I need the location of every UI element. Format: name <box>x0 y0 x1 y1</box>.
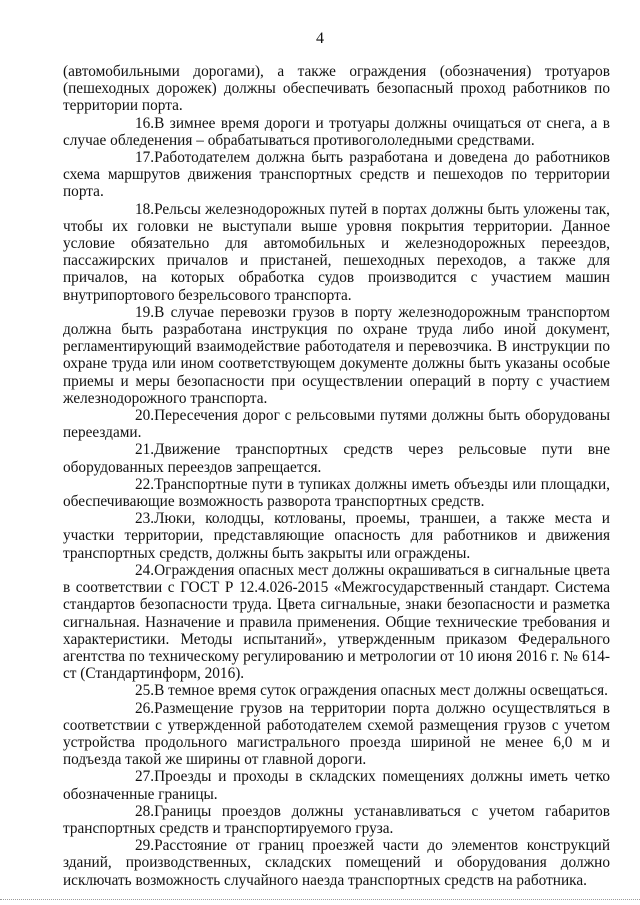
paragraph-number: 20. <box>135 407 155 425</box>
paragraph-28 <box>63 803 610 837</box>
paragraph-number: 16. <box>135 114 155 132</box>
paragraph-text: Движение транспортных средств через рельсовые пути вне оборудованных переездов запрещается. <box>63 441 610 476</box>
paragraph-text: Ограждения опасных мест должны окрашиваться в сигнальные цвета в соответствии с ГОСТ Р 12.4.026-2015 «Межгосударственный стандарт. Система стандартов безопасности труда. Цвета сигнальные, знаки безопасности и разметка сигнальная. Назначение и правила применения. Общие технические требования и характеристики. Методы испытаний», утвержденным приказом Федерального агентства по техническому регулированию и метрологии от 10 июня 2016 г. № 614-ст (Стандартинформ, 2016). <box>63 561 610 683</box>
paragraph-number: 24. <box>135 561 155 579</box>
paragraph-number: 22. <box>135 475 155 493</box>
intro-paragraph: (автомобильными дорогами), а также ограждения (обозначения) тротуаров (пешеходных дорожек) должны обеспечивать безопасный проход работников по территории порта. <box>63 63 610 115</box>
page-number: 4 <box>316 30 324 47</box>
paragraph-16 <box>63 115 610 149</box>
paragraph-number: 17. <box>135 149 155 167</box>
paragraph-text: Проезды и проходы в складских помещениях должны иметь четко обозначенные границы. <box>63 768 610 803</box>
paragraph-number: 26. <box>135 699 155 717</box>
paragraph-21 <box>63 441 610 475</box>
paragraph-number: 28. <box>135 802 155 820</box>
paragraph-text: Расстояние от границ проезжей части до элементов конструкций зданий, производственных, складских помещений и оборудования должно исключать возможность случайного наезда транспортных средств на работника. <box>63 837 610 889</box>
document-body <box>63 63 610 889</box>
paragraph-number: 21. <box>135 441 155 459</box>
paragraph-18 <box>63 201 610 304</box>
paragraph-26 <box>63 700 610 769</box>
paragraph-text: Размещение грузов на территории порта должно осуществляться в соответствии с утвержденной работодателем схемой размещения грузов с учетом устройства продольного магистрального проезда шириной не менее 6,0 м и подъезда такой же ширины от главной дороги. <box>63 699 610 769</box>
paragraph-text: Люки, колодцы, котлованы, проемы, траншеи, а также места и участки территории, представляющие опасность для работников и движения транспортных средств, должны быть закрыты или ограждены. <box>63 510 610 562</box>
paragraph-number: 19. <box>135 303 155 321</box>
paragraph-number: 18. <box>135 200 155 218</box>
paragraph-text: Рельсы железнодорожных путей в портах должны быть уложены так, чтобы их головки не выступали выше уровня покрытия территории. Данное условие обязательно для автомобильных и железнодорожных переездов, пассажирских причалов и пристаней, пешеходных переходов, а также для причалов, на которых обработка судов производится с участием машин внутрипортового безрельсового транспорта. <box>63 200 610 304</box>
paragraph-25 <box>63 682 610 699</box>
paragraph-20 <box>63 407 610 441</box>
paragraph-text: Пересечения дорог с рельсовыми путями должны быть оборудованы переездами. <box>63 407 610 442</box>
page-bottom-divider <box>0 899 640 901</box>
paragraph-22 <box>63 476 610 510</box>
paragraph-23 <box>63 510 610 562</box>
paragraph-17 <box>63 149 610 201</box>
paragraph-number: 23. <box>135 510 155 528</box>
paragraph-number: 25. <box>135 682 155 700</box>
paragraph-27 <box>63 768 610 802</box>
paragraph-number: 27. <box>135 768 155 786</box>
paragraph-text: Границы проездов должны устанавливаться с учетом габаритов транспортных средств и транспортируемого груза. <box>63 802 610 837</box>
paragraph-number: 29. <box>135 837 155 855</box>
paragraph-text: Работодателем должна быть разработана и доведена до работников схема маршрутов движения транспортных средств и пешеходов по территории порта. <box>63 149 610 201</box>
paragraph-text: В темное время суток ограждения опасных мест должны освещаться. <box>154 682 608 700</box>
paragraph-text: Транспортные пути в тупиках должны иметь объезды или площадки, обеспечивающие возможность разворота транспортных средств. <box>63 475 610 511</box>
paragraph-19 <box>63 304 610 407</box>
paragraph-text: В случае перевозки грузов в порту железнодорожным транспортом должна быть разработана инструкция по охране труда либо иной документ, регламентирующий взаимодействие работодателя и перевозчика. В инструкции по охране труда или ином соответствующем документе должны быть указаны особые приемы и меры безопасности при осуществлении операций в порту с участием железнодорожного транспорта. <box>63 303 610 407</box>
paragraph-29 <box>63 837 610 889</box>
paragraph-text: В зимнее время дороги и тротуары должны очищаться от снега, а в случае обледенения – обрабатываться противогололедными средствами. <box>63 114 610 149</box>
paragraph-24 <box>63 562 610 682</box>
